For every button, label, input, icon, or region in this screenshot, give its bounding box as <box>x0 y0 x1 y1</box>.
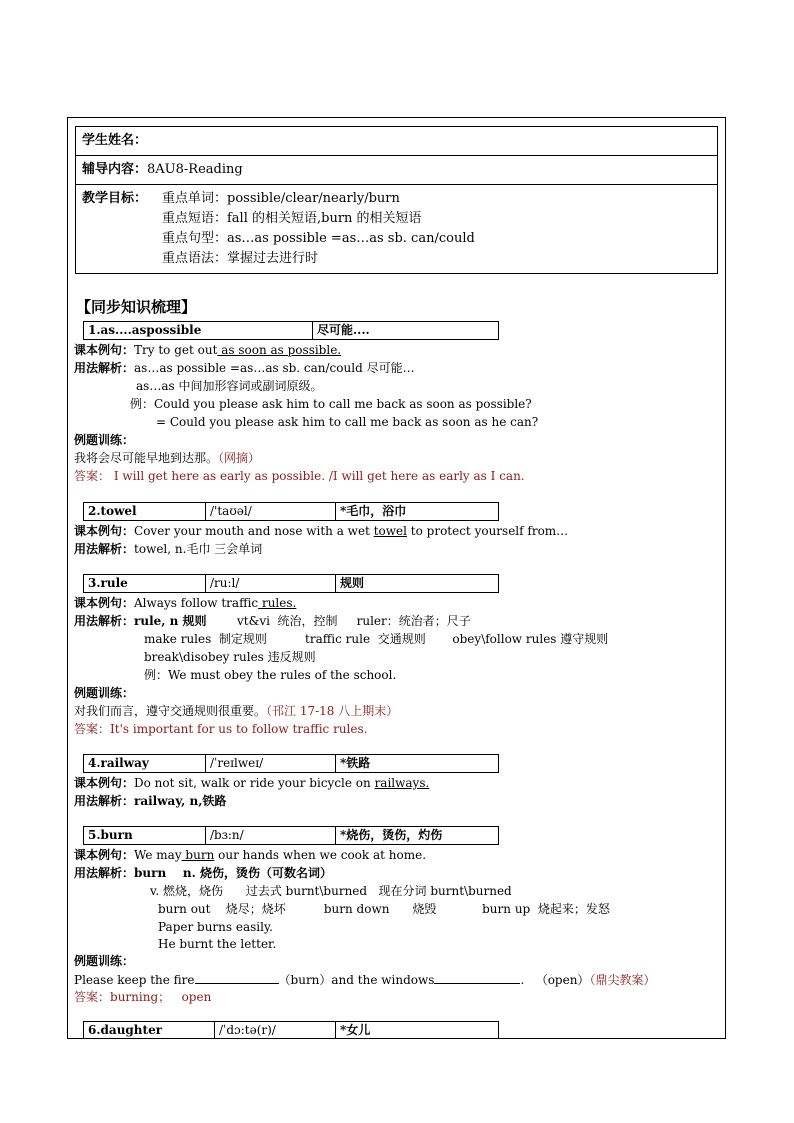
usage-label: 用法解析： <box>74 794 135 808</box>
example-line <box>74 775 429 792</box>
usage-line: = Could you please ask him to call me back as soon as he can? <box>156 415 539 429</box>
usage-text: vt&vi 统治，控制 ruler：统治者；尺子 <box>206 614 471 628</box>
meaning-cell: 规则 <box>340 576 365 590</box>
word-cell: 4.railway <box>84 755 206 772</box>
fill-blank <box>434 971 520 984</box>
goal-item: 重点语法：掌握过去进行时 <box>162 251 319 266</box>
usage-line <box>74 793 226 810</box>
practice-line <box>74 450 260 467</box>
usage-text: towel, n.毛巾 三会单词 <box>134 542 263 556</box>
example-underlined: towel <box>373 524 407 538</box>
word-cell: 5.burn <box>84 827 206 844</box>
usage-text: as…as possible =as…as sb. can/could 尽可能… <box>134 361 415 375</box>
phonetic-cell: /bɜ:n/ <box>206 827 336 844</box>
teaching-goals-list <box>162 189 475 269</box>
example-text: Try to get out <box>134 343 218 357</box>
meaning-cell: *女儿 <box>340 1023 371 1037</box>
word-table-6 <box>83 1021 499 1039</box>
practice-text: （burn）and the windows <box>278 973 435 987</box>
goal-item: 重点句型：as…as possible =as…as sb. can/could <box>162 231 475 246</box>
phonetic-cell: /ru:l/ <box>206 575 336 592</box>
goal-item: 重点短语：fall 的相关短语,burn 的相关短语 <box>162 211 422 226</box>
usage-line: make rules 制定规则 traffic rule 交通规则 obey\follow rules 遵守规则 <box>144 632 609 646</box>
info-header-table <box>75 126 718 274</box>
example-label: 课本例句： <box>74 848 135 862</box>
word-cell: 1.as....aspossible <box>84 322 313 339</box>
usage-line: Paper burns easily. <box>158 920 273 934</box>
usage-line: v. 燃烧，烧伤 过去式 burnt\burned 现在分词 burnt\burned <box>150 884 512 898</box>
phonetic-cell: /ˈdɔ:tə(r)/ <box>215 1022 336 1039</box>
meaning-cell: *毛巾，浴巾 <box>340 504 407 518</box>
word-table-1 <box>83 321 499 340</box>
example-line <box>74 595 296 612</box>
answer-text: It's important for us to follow traffic rules. <box>110 722 368 736</box>
meaning-cell: *烧伤，烫伤，灼伤 <box>340 828 443 842</box>
word-cell: 6.daughter <box>84 1022 215 1039</box>
example-text: We may <box>134 848 182 862</box>
practice-text: 我将会尽可能早地到达那。 <box>74 451 219 465</box>
practice-label: 例题训练： <box>74 433 135 447</box>
example-underlined: as soon as possible. <box>217 343 342 357</box>
student-name-row <box>76 127 717 156</box>
practice-text: Please keep the fire <box>74 973 195 987</box>
usage-line: He burnt the letter. <box>158 937 277 951</box>
usage-text: burn n. 烧伤，烫伤（可数名词） <box>134 866 332 880</box>
answer-line <box>74 468 525 485</box>
answer-label: 答案： <box>74 469 111 483</box>
usage-line <box>74 865 332 882</box>
example-underlined: rules. <box>258 596 297 610</box>
meaning-cell: 尽可能.... <box>317 323 370 337</box>
practice-text: . （open） <box>520 973 590 987</box>
tutor-content-row <box>76 156 717 185</box>
practice-source: （鼎尖教案） <box>589 973 656 987</box>
usage-line <box>74 541 262 558</box>
usage-line: break\disobey rules 违反规则 <box>144 650 316 664</box>
word-cell: 2.towel <box>84 503 206 520</box>
example-underlined: railways. <box>374 776 430 790</box>
tutor-content-label: 辅导内容： <box>82 162 148 177</box>
practice-text: 对我们而言，遵守交通规则很重要。 <box>74 704 267 718</box>
example-line <box>74 847 426 864</box>
example-label: 课本例句： <box>74 343 135 357</box>
word-table-5 <box>83 826 499 845</box>
answer-line <box>74 721 367 738</box>
example-line <box>74 342 341 359</box>
document-frame <box>67 117 726 1039</box>
practice-source: （邗江 17-18 八上期末） <box>266 704 399 718</box>
teaching-goals-label: 教学目标： <box>82 191 148 206</box>
example-label: 课本例句： <box>74 776 135 790</box>
answer-label: 答案： <box>74 990 111 1004</box>
tutor-content-value: 8AU8-Reading <box>147 162 243 177</box>
usage-line: as…as 中间加形容词或副词原级。 <box>136 379 323 393</box>
usage-line <box>74 613 471 630</box>
example-text: Do not sit, walk or ride your bicycle on <box>134 776 375 790</box>
usage-line: burn out 烧尽；烧坏 burn down 烧毁 burn up 烧起来；发怒 <box>158 902 610 916</box>
goal-item: 重点单词：possible/clear/nearly/burn <box>162 191 400 206</box>
fill-blank <box>195 971 279 984</box>
usage-label: 用法解析： <box>74 866 135 880</box>
answer-text: I will get here as early as possible. /I will get here as early as I can. <box>110 469 525 483</box>
student-name-label: 学生姓名： <box>82 133 148 148</box>
practice-label: 例题训练： <box>74 954 135 968</box>
example-label: 课本例句： <box>74 524 135 538</box>
practice-source: （网摘） <box>218 451 261 465</box>
usage-label: 用法解析： <box>74 614 135 628</box>
section-title: 【同步知识梳理】 <box>76 298 197 316</box>
practice-label: 例题训练： <box>74 686 135 700</box>
phonetic-cell: /'taʊəl/ <box>206 503 336 520</box>
usage-text: railway, n,铁路 <box>134 794 227 808</box>
meaning-cell: *铁路 <box>340 756 371 770</box>
usage-line <box>74 360 415 377</box>
answer-label: 答案： <box>74 722 111 736</box>
usage-line: 例：Could you please ask him to call me back as soon as possible? <box>130 397 532 411</box>
word-table-3 <box>83 574 499 593</box>
example-text: Always follow traffic <box>134 596 259 610</box>
example-label: 课本例句： <box>74 596 135 610</box>
usage-line: 例：We must obey the rules of the school. <box>144 668 397 682</box>
example-line <box>74 523 568 540</box>
answer-line <box>74 989 211 1006</box>
usage-text: rule, n 规则 <box>134 614 207 628</box>
practice-line <box>74 971 655 989</box>
example-text: our hands when we cook at home. <box>214 848 427 862</box>
usage-label: 用法解析： <box>74 361 135 375</box>
practice-line <box>74 703 398 720</box>
word-table-4 <box>83 754 499 773</box>
teaching-goals-row <box>76 185 717 273</box>
usage-label: 用法解析： <box>74 542 135 556</box>
word-table-2 <box>83 502 499 521</box>
example-text: Cover your mouth and nose with a wet <box>134 524 374 538</box>
phonetic-cell: /ˈreɪlweɪ/ <box>206 755 336 772</box>
word-cell: 3.rule <box>84 575 206 592</box>
example-underlined: burn <box>181 848 215 862</box>
example-text: to protect yourself from… <box>406 524 569 538</box>
answer-text: burning； open <box>110 990 212 1004</box>
